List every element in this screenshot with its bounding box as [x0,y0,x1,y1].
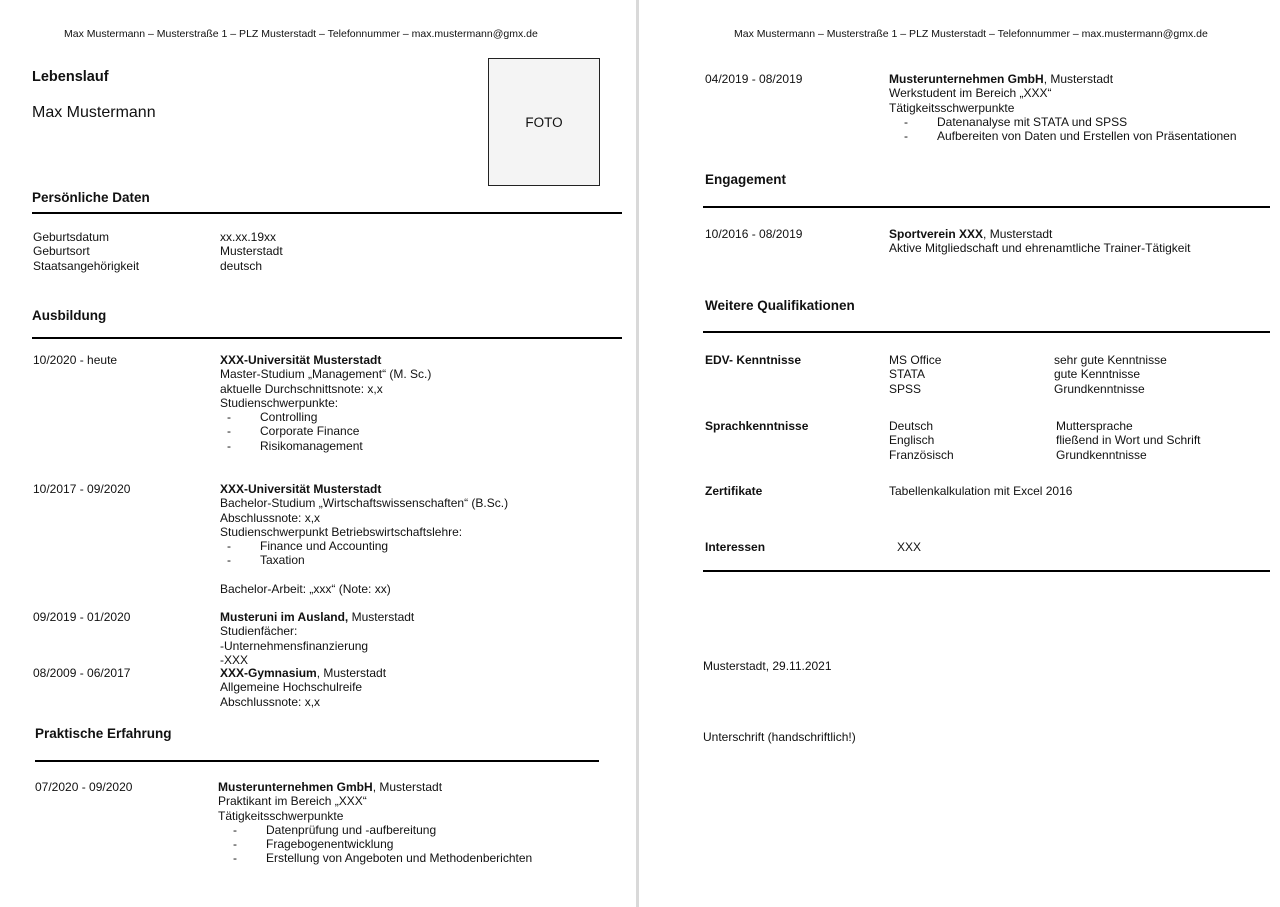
personal-labels [33,230,139,273]
experience-company: Musterunternehmen GmbH [889,72,1044,86]
education-line: -XXX [220,652,249,667]
education-line: Studienschwerpunkte: [220,395,339,410]
section-heading-engagement: Engagement [705,172,787,187]
value-nationality: deutsch [220,258,263,273]
label-birthdate: Geburtsdatum [33,230,110,244]
list-item: - Datenprüfung und -aufbereitung [233,822,437,837]
language-items [889,419,954,462]
focus-list [220,410,431,453]
education-entry [220,610,414,667]
experience-location: , Musterstadt [372,780,443,794]
list-item: - Fragebogenentwicklung [233,837,394,852]
section-rule [32,212,622,214]
contact-header: Max Mustermann – Musterstraße 1 – PLZ Musterstadt – Telefonnummer – max.mustermann@gmx.de [734,28,1208,40]
education-entry [220,666,386,709]
experience-company: Musterunternehmen GmbH [218,780,373,794]
experience-period: 04/2019 - 08/2019 [705,72,803,86]
list-item: - Datenanalyse mit STATA und SPSS [904,114,1128,129]
education-institution: XXX-Universität Musterstadt [220,482,382,496]
section-heading-personal: Persönliche Daten [32,190,150,205]
section-heading-qualifications: Weitere Qualifikationen [705,298,855,313]
education-institution: XXX-Gymnasium [220,666,317,680]
label-birthplace: Geburtsort [33,244,90,259]
education-line: Abschlussnote: x,x [220,510,321,525]
value-birthdate: xx.xx.19xx [220,230,277,244]
language-level: Grundkenntnisse [1056,447,1147,462]
photo-placeholder [488,58,600,186]
education-location: Musterstadt [348,610,415,624]
language-level: Muttersprache [1056,419,1133,433]
experience-entry [889,72,1237,143]
language-item: Deutsch [889,419,934,433]
engagement-entry [889,227,1190,256]
experience-entry [218,780,532,866]
education-institution: XXX-Universität Musterstadt [220,353,382,367]
language-item: Englisch [889,433,935,448]
skill-item: MS Office [889,353,942,367]
list-item: - Erstellung von Angeboten und Methodenberichten [233,851,533,866]
section-heading-experience: Praktische Erfahrung [35,726,172,741]
edv-levels [1054,353,1167,396]
list-item: - Taxation [227,553,305,568]
language-item: Französisch [889,447,954,462]
education-institution: Musteruni im Ausland, [220,610,349,624]
education-line: Studienfächer: [220,624,298,639]
skill-level: Grundkenntnisse [1054,381,1145,396]
personal-values [220,230,283,273]
certificates-label: Zertifikate [705,484,763,498]
section-rule [35,760,599,762]
photo-label: FOTO [525,114,563,130]
education-line: Bachelor-Studium „Wirtschaftswissenschaften“ (B.Sc.) [220,496,509,511]
languages-label: Sprachkenntnisse [705,419,809,433]
language-levels [1056,419,1201,462]
engagement-period: 10/2016 - 08/2019 [705,227,803,241]
place-date: Musterstadt, 29.11.2021 [703,659,832,673]
education-period: 09/2019 - 01/2020 [33,610,131,624]
experience-location: , Musterstadt [1043,72,1114,86]
education-location: , Musterstadt [316,666,387,680]
section-rule [703,206,1270,208]
education-entry [220,353,431,453]
education-line: Master-Studium „Management“ (M. Sc.) [220,367,432,382]
education-period: 10/2017 - 09/2020 [33,482,131,496]
cv-page-2 [640,0,1280,907]
list-item: - Corporate Finance [227,424,360,439]
contact-header: Max Mustermann – Musterstraße 1 – PLZ Musterstadt – Telefonnummer – max.mustermann@gmx.de [64,28,538,40]
experience-line: Tätigkeitsschwerpunkte [218,808,344,823]
list-item: - Risikomanagement [227,438,363,453]
cv-name: Max Mustermann [32,104,156,121]
label-nationality: Staatsangehörigkeit [33,258,140,273]
experience-line: Praktikant im Bereich „XXX“ [218,794,367,809]
education-period: 10/2020 - heute [33,353,118,367]
education-period: 08/2009 - 06/2017 [33,666,131,680]
section-rule [703,331,1270,333]
interests-value: XXX [897,540,922,554]
signature-line: Unterschrift (handschriftlich!) [703,730,856,744]
experience-line: Werkstudent im Bereich „XXX“ [889,86,1052,101]
education-line: Abschlussnote: x,x [220,694,321,709]
edv-label: EDV- Kenntnisse [705,353,802,367]
education-line: aktuelle Durchschnittsnote: x,x [220,381,383,396]
section-heading-education: Ausbildung [32,308,107,323]
skill-level: gute Kenntnisse [1054,367,1141,382]
skill-item: SPSS [889,381,922,396]
value-birthplace: Musterstadt [220,244,283,259]
list-item: - Aufbereiten von Daten und Erstellen von Präsentationen [904,129,1237,144]
list-item: - Finance und Accounting [227,539,389,554]
task-list [889,115,1237,144]
skill-level: sehr gute Kenntnisse [1054,353,1167,367]
skill-item: STATA [889,367,925,382]
list-item: - Controlling [227,410,318,425]
interests-label: Interessen [705,540,766,554]
section-rule [32,337,622,339]
experience-period: 07/2020 - 09/2020 [35,780,133,794]
page-divider [636,0,639,907]
thesis-line: Bachelor-Arbeit: „xxx“ (Note: xx) [220,581,391,596]
education-line: Allgemeine Hochschulreife [220,680,363,695]
task-list [218,823,532,866]
cv-title: Lebenslauf [32,69,109,85]
focus-list [220,539,508,568]
section-rule [703,570,1270,572]
engagement-org: Sportverein XXX [889,227,984,241]
edv-items [889,353,941,396]
cv-page-1 [0,0,636,907]
education-line: Studienschwerpunkt Betriebswirtschaftslehre: [220,524,463,539]
certificates-value: Tabellenkalkulation mit Excel 2016 [889,484,1073,498]
education-entry [220,482,508,596]
language-level: fließend in Wort und Schrift [1056,433,1201,448]
engagement-description: Aktive Mitgliedschaft und ehrenamtliche Trainer-Tätigkeit [889,241,1191,256]
engagement-location: , Musterstadt [983,227,1053,241]
experience-line: Tätigkeitsschwerpunkte [889,100,1015,115]
education-line: -Unternehmensfinanzierung [220,638,369,653]
